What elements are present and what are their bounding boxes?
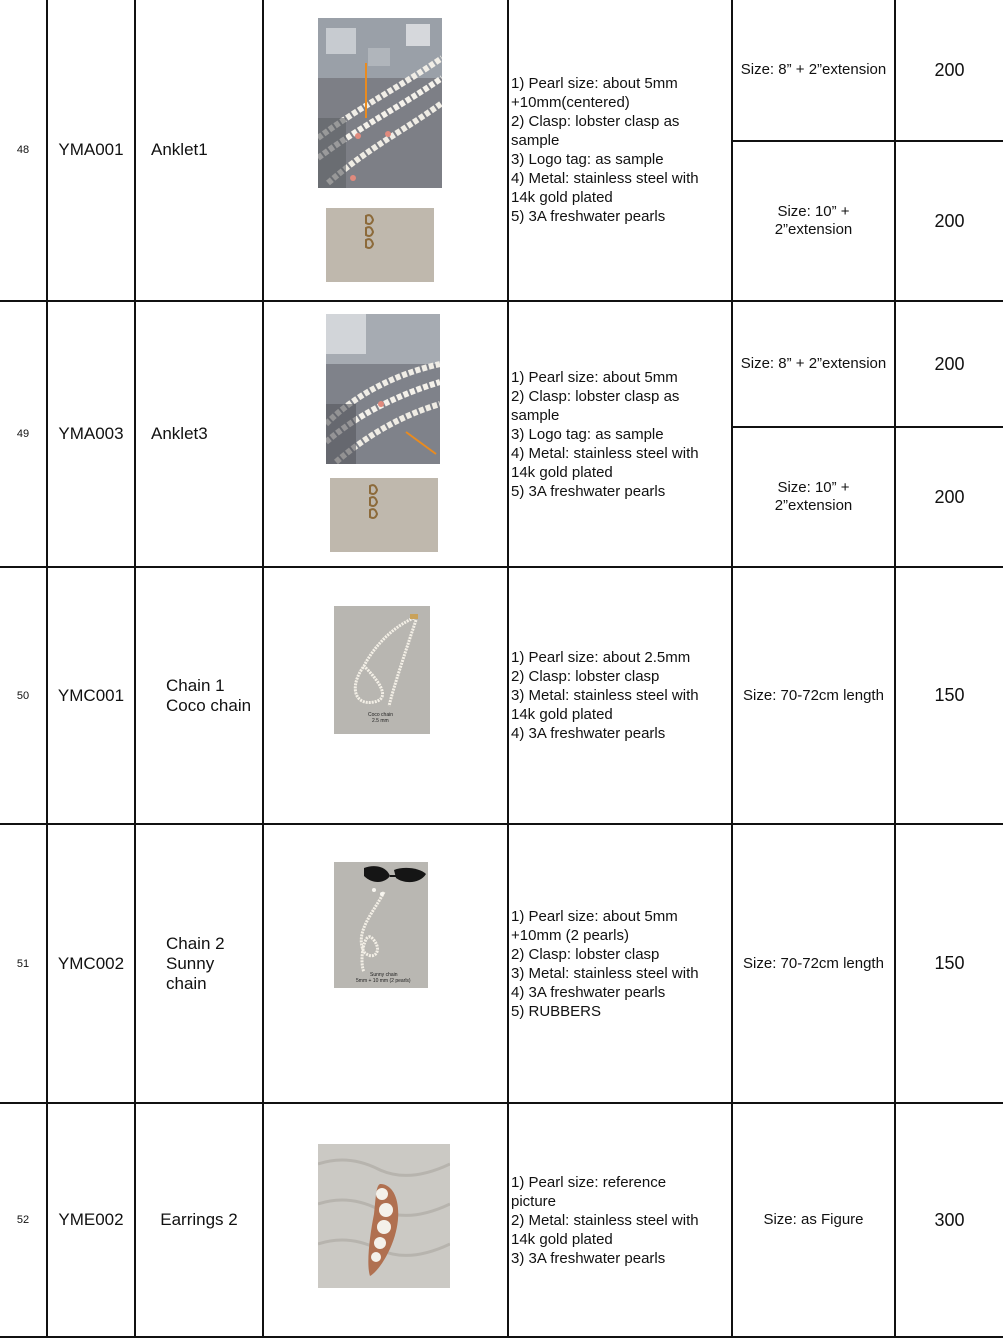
description-line: 5) RUBBERS (511, 1002, 602, 1020)
row-number: 52 (16, 1214, 30, 1226)
description-line: 14k gold plated (511, 1230, 613, 1248)
product-description (509, 825, 730, 1102)
description-line: +10mm(centered) (511, 94, 630, 111)
product-code: YMC002 (57, 953, 125, 973)
quantity-value: 200 (934, 353, 965, 374)
description-line: 1) Pearl size: about 5mm (511, 75, 678, 92)
size-value: Size: 10” + 2”extension (774, 479, 853, 514)
photo-caption: Sunny chain (370, 972, 398, 978)
row-number: 48 (16, 144, 30, 156)
description-line: picture (511, 1192, 557, 1210)
size-value: Size: 8” + 2”extension (740, 355, 887, 372)
grid-line (262, 0, 264, 1338)
description-line: 3) Logo tag: as sample (511, 425, 664, 443)
size-value: Size: 10” + 2”extension (774, 203, 853, 238)
description-line: sample (511, 406, 560, 424)
quantity-value: 200 (934, 486, 965, 507)
description-line: 3) Logo tag: as sample (511, 151, 664, 168)
logo-tag-photo (330, 478, 438, 552)
description-line: 14k gold plated (511, 463, 613, 481)
description-line: 4) Metal: stainless steel with (511, 444, 699, 462)
product-description (509, 302, 730, 566)
row-number: 51 (16, 957, 30, 970)
quantity-value: 200 (934, 210, 965, 231)
description-line: 3) Metal: stainless steel with (511, 687, 699, 704)
quantity-value: 150 (934, 685, 965, 705)
product-name: Earrings 2 (160, 1210, 238, 1229)
product-description (509, 0, 730, 300)
description-line: 1) Pearl size: about 5mm (511, 368, 678, 386)
description-line: 1) Pearl size: reference (511, 1173, 667, 1191)
photo-caption: 2.5 mm (372, 718, 389, 724)
description-line: 2) Metal: stainless steel with (511, 1211, 699, 1229)
size-value: Size: 70-72cm length (743, 954, 884, 972)
description-line: 2) Clasp: lobster clasp (511, 945, 660, 963)
quantity-value: 150 (934, 953, 965, 973)
size-value: Size: as Figure (763, 1211, 864, 1228)
description-line: 5) 3A freshwater pearls (511, 208, 666, 225)
row-number: 49 (16, 428, 30, 440)
pearl-anklet-photo (326, 314, 440, 464)
product-name: Chain 2 Sunny chain (166, 933, 225, 993)
pea-earring-photo (318, 1144, 450, 1288)
description-line: sample (511, 132, 560, 149)
photo-caption: Coco chain (368, 712, 394, 718)
logo-tag-photo (326, 208, 434, 282)
description-line: 14k gold plated (511, 189, 613, 206)
description-line: 3) 3A freshwater pearls (511, 1249, 666, 1267)
description-line: 4) 3A freshwater pearls (511, 983, 666, 1001)
description-line: 2) Clasp: lobster clasp as (511, 113, 680, 130)
description-line: 2) Clasp: lobster clasp (511, 668, 660, 685)
product-description (509, 1104, 730, 1336)
description-line: 3) Metal: stainless steel with (511, 964, 699, 982)
product-name: Anklet1 (151, 140, 208, 159)
product-code: YMA003 (58, 424, 124, 443)
description-line: 4) 3A freshwater pearls (511, 725, 666, 742)
product-name: Anklet3 (151, 424, 208, 443)
pearl-anklet-photo (318, 18, 442, 188)
description-line: +10mm (2 pearls) (511, 926, 629, 944)
product-code: YME002 (58, 1210, 124, 1229)
description-line: 1) Pearl size: about 2.5mm (511, 649, 691, 666)
quantity-value: 200 (934, 59, 965, 80)
row-number: 50 (16, 689, 30, 702)
description-line: 1) Pearl size: about 5mm (511, 907, 678, 925)
description-line: 4) Metal: stainless steel with (511, 170, 699, 187)
description-line: 5) 3A freshwater pearls (511, 482, 666, 500)
product-code: YMC001 (57, 685, 125, 705)
coco-chain-photo (334, 606, 430, 734)
description-line: 2) Clasp: lobster clasp as (511, 387, 680, 405)
photo-caption: 5mm + 10 mm (2 pearls) (356, 978, 411, 984)
quantity-value: 300 (934, 1209, 965, 1230)
description-line: 14k gold plated (511, 706, 613, 723)
product-code: YMA001 (58, 140, 124, 159)
size-value: Size: 8” + 2”extension (740, 61, 887, 78)
product-name: Chain 1 Coco chain (166, 675, 252, 715)
size-value: Size: 70-72cm length (743, 686, 884, 704)
sunny-chain-photo (334, 862, 428, 988)
product-description (509, 568, 730, 823)
